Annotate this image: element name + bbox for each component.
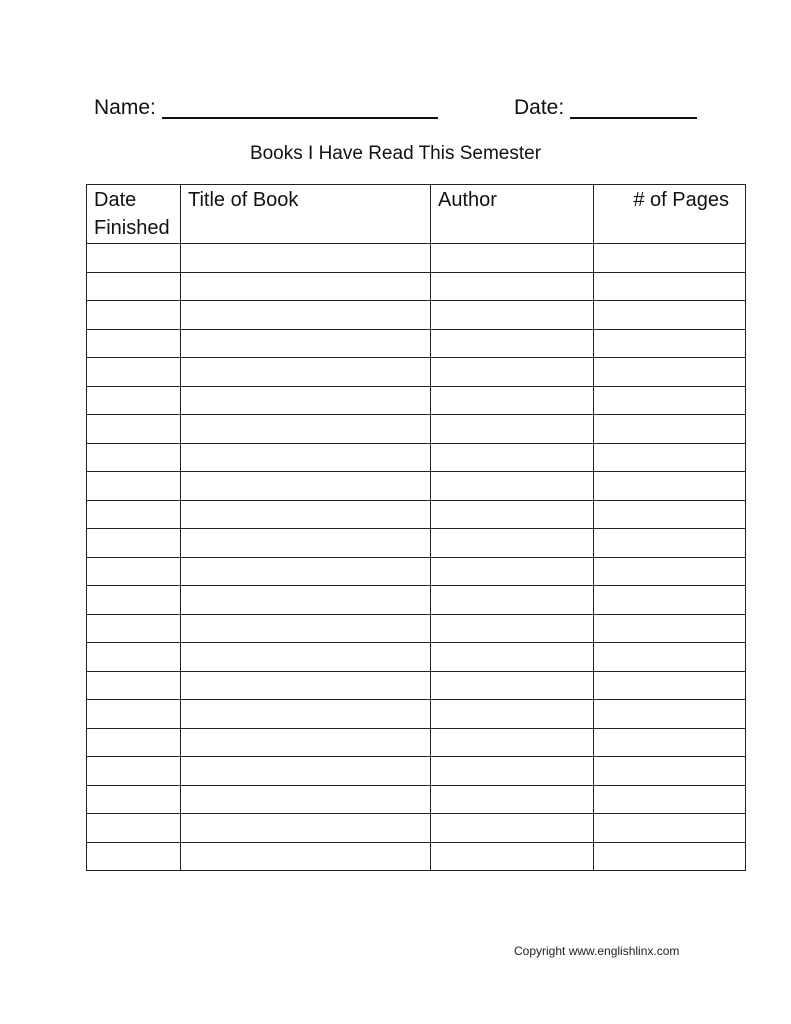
table-body <box>87 244 746 871</box>
table-row <box>87 728 746 757</box>
date-finished-cell[interactable] <box>87 757 181 786</box>
title-of-book-cell[interactable] <box>181 814 431 843</box>
date-finished-cell[interactable] <box>87 586 181 615</box>
table-row <box>87 586 746 615</box>
number-of-pages-cell[interactable] <box>594 301 746 330</box>
number-of-pages-cell[interactable] <box>594 529 746 558</box>
table-row <box>87 643 746 672</box>
date-finished-cell[interactable] <box>87 472 181 501</box>
table-row <box>87 472 746 501</box>
number-of-pages-cell[interactable] <box>594 757 746 786</box>
title-of-book-cell[interactable] <box>181 358 431 387</box>
author-cell[interactable] <box>431 329 594 358</box>
date-finished-cell[interactable] <box>87 614 181 643</box>
title-of-book-cell[interactable] <box>181 472 431 501</box>
title-of-book-cell[interactable] <box>181 301 431 330</box>
table-row <box>87 757 746 786</box>
author-cell[interactable] <box>431 244 594 273</box>
date-finished-cell[interactable] <box>87 443 181 472</box>
worksheet-title-wrap <box>0 143 791 165</box>
author-cell[interactable] <box>431 272 594 301</box>
table-header-row <box>87 185 746 244</box>
table-row <box>87 358 746 387</box>
table-row <box>87 415 746 444</box>
table-row <box>87 386 746 415</box>
table-row <box>87 272 746 301</box>
author-cell[interactable] <box>431 728 594 757</box>
date-finished-cell[interactable] <box>87 671 181 700</box>
author-cell[interactable] <box>431 700 594 729</box>
number-of-pages-cell[interactable] <box>594 785 746 814</box>
title-of-book-cell[interactable] <box>181 671 431 700</box>
date-finished-cell[interactable] <box>87 415 181 444</box>
number-of-pages-cell[interactable] <box>594 586 746 615</box>
author-cell[interactable] <box>431 757 594 786</box>
author-cell[interactable] <box>431 443 594 472</box>
date-finished-cell[interactable] <box>87 301 181 330</box>
author-cell[interactable] <box>431 842 594 871</box>
title-of-book-cell[interactable] <box>181 614 431 643</box>
title-of-book-cell[interactable] <box>181 500 431 529</box>
table-row <box>87 244 746 273</box>
author-cell[interactable] <box>431 614 594 643</box>
title-of-book-cell[interactable] <box>181 757 431 786</box>
author-cell[interactable] <box>431 386 594 415</box>
date-finished-cell[interactable] <box>87 358 181 387</box>
column-header-title-of-book: Title of Book <box>181 185 431 244</box>
copyright-notice: Copyright www.englishlinx.com <box>514 944 680 958</box>
date-blank-line[interactable] <box>570 117 697 119</box>
table-row <box>87 443 746 472</box>
table-row <box>87 529 746 558</box>
date-finished-cell[interactable] <box>87 643 181 672</box>
date-label: Date: <box>514 96 565 119</box>
number-of-pages-cell[interactable] <box>594 329 746 358</box>
date-finished-cell[interactable] <box>87 700 181 729</box>
date-finished-cell[interactable] <box>87 842 181 871</box>
author-cell[interactable] <box>431 472 594 501</box>
table-row <box>87 557 746 586</box>
number-of-pages-cell[interactable] <box>594 386 746 415</box>
number-of-pages-cell[interactable] <box>594 415 746 444</box>
number-of-pages-cell[interactable] <box>594 671 746 700</box>
date-finished-cell[interactable] <box>87 529 181 558</box>
title-of-book-cell[interactable] <box>181 842 431 871</box>
name-blank-line[interactable] <box>162 117 438 119</box>
date-finished-cell[interactable] <box>87 386 181 415</box>
number-of-pages-cell[interactable] <box>594 842 746 871</box>
date-finished-cell[interactable] <box>87 728 181 757</box>
author-cell[interactable] <box>431 415 594 444</box>
author-cell[interactable] <box>431 671 594 700</box>
author-cell[interactable] <box>431 785 594 814</box>
author-cell[interactable] <box>431 814 594 843</box>
table-row <box>87 785 746 814</box>
title-of-book-cell[interactable] <box>181 244 431 273</box>
table-row <box>87 301 746 330</box>
number-of-pages-cell[interactable] <box>594 643 746 672</box>
worksheet-title: Books I Have Read This Semester <box>249 143 542 164</box>
title-of-book-cell[interactable] <box>181 586 431 615</box>
number-of-pages-cell[interactable] <box>594 500 746 529</box>
author-cell[interactable] <box>431 529 594 558</box>
author-cell[interactable] <box>431 557 594 586</box>
reading-log-table <box>86 184 746 871</box>
title-of-book-cell[interactable] <box>181 329 431 358</box>
author-cell[interactable] <box>431 500 594 529</box>
author-cell[interactable] <box>431 643 594 672</box>
number-of-pages-cell[interactable] <box>594 443 746 472</box>
table-row <box>87 814 746 843</box>
number-of-pages-cell[interactable] <box>594 614 746 643</box>
title-of-book-cell[interactable] <box>181 785 431 814</box>
date-finished-cell[interactable] <box>87 814 181 843</box>
number-of-pages-cell[interactable] <box>594 557 746 586</box>
date-finished-cell[interactable] <box>87 329 181 358</box>
author-cell[interactable] <box>431 586 594 615</box>
table-row <box>87 500 746 529</box>
title-of-book-cell[interactable] <box>181 415 431 444</box>
number-of-pages-cell[interactable] <box>594 728 746 757</box>
column-header-author: Author <box>431 185 594 244</box>
title-of-book-cell[interactable] <box>181 272 431 301</box>
name-label: Name: <box>94 96 156 119</box>
number-of-pages-cell[interactable] <box>594 272 746 301</box>
title-of-book-cell[interactable] <box>181 643 431 672</box>
number-of-pages-cell[interactable] <box>594 358 746 387</box>
date-finished-cell[interactable] <box>87 272 181 301</box>
author-cell[interactable] <box>431 358 594 387</box>
title-of-book-cell[interactable] <box>181 557 431 586</box>
author-cell[interactable] <box>431 301 594 330</box>
date-finished-cell[interactable] <box>87 785 181 814</box>
date-finished-cell[interactable] <box>87 557 181 586</box>
number-of-pages-cell[interactable] <box>594 244 746 273</box>
date-finished-cell[interactable] <box>87 500 181 529</box>
number-of-pages-cell[interactable] <box>594 700 746 729</box>
title-of-book-cell[interactable] <box>181 529 431 558</box>
date-finished-cell[interactable] <box>87 244 181 273</box>
title-of-book-cell[interactable] <box>181 728 431 757</box>
number-of-pages-cell[interactable] <box>594 814 746 843</box>
table-row <box>87 329 746 358</box>
title-of-book-cell[interactable] <box>181 386 431 415</box>
table-row <box>87 842 746 871</box>
title-of-book-cell[interactable] <box>181 700 431 729</box>
table-row <box>87 700 746 729</box>
number-of-pages-cell[interactable] <box>594 472 746 501</box>
title-of-book-cell[interactable] <box>181 443 431 472</box>
column-header-number-of-pages: # of Pages <box>594 185 746 244</box>
table-row <box>87 671 746 700</box>
column-header-date-finished: Date Finished <box>87 185 181 244</box>
table-row <box>87 614 746 643</box>
